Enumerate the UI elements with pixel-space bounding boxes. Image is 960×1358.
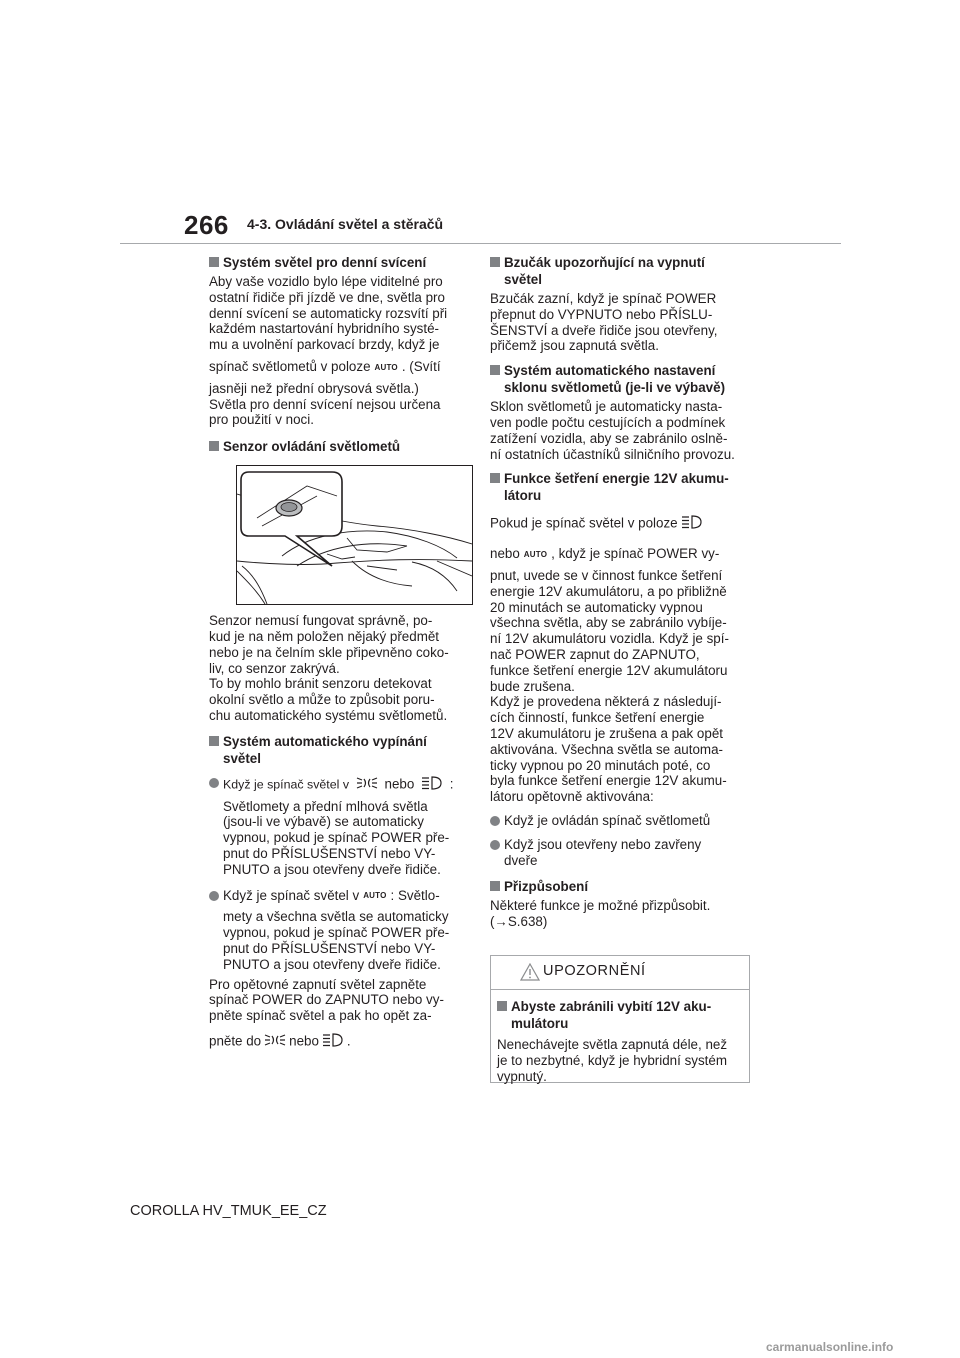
heading-text: světel [223,750,261,766]
battery-saver-paragraph [490,514,752,805]
text-line: pnut do PŘÍSLUŠENSTVÍ nebo VY- [223,940,436,956]
text-line: ní 12V akumulátoru vozidla. Když je spí- [490,631,729,647]
text-line: ŠENSTVÍ a dveře řidiče jsou otevřeny, [490,322,718,338]
text-line: To by mohlo bránit senzoru detekovat [209,676,432,692]
bullet-auto [209,888,462,904]
page-reference-link[interactable]: (→S.638) [490,914,548,930]
text: nebo [384,776,415,792]
bullet-switch-operated [490,813,752,829]
square-bullet-icon [490,473,500,483]
text: . (Svítí [401,358,441,374]
text-line: PNUTO a jsou otevřeny dveře řidiče. [223,861,441,877]
text: Když je spínač světel v [223,777,350,792]
bullet-doors [490,837,752,869]
square-bullet-icon [490,257,500,267]
heading-text: Systém světel pro denní svícení [223,255,427,270]
heading-text: Funkce šetření energie 12V akumu- [504,471,729,487]
square-bullet-icon [490,881,500,891]
customization-paragraph [490,898,752,930]
text: Pokud je spínač světel v poloze [490,515,678,531]
auto-icon: AUTO [523,550,548,560]
text-line: pněte spínač světel a pak ho opět za- [209,1008,432,1024]
bullet-tail-head [209,775,462,795]
sensor-paragraph [209,613,462,724]
auto-icon: AUTO [374,362,398,372]
text-line: PNUTO a jsou otevřeny dveře řidiče. [223,956,441,972]
text-line: přičemž jsou zapnutá světla. [490,338,659,354]
heading-text: sklonu světlometů (je-li ve výbavě) [504,380,726,396]
heading-text: mulátoru [511,1016,569,1031]
text: Když je ovládán spínač světlometů [504,812,711,828]
headlight-icon [322,1032,344,1052]
text-line: mu a uvolnění parkovací brzdy, když je [209,337,440,353]
text-line-with-icon [490,546,752,562]
text-line: (jsou-li ve výbavě) se automaticky [223,814,424,830]
square-bullet-icon [209,441,219,451]
text-line: 20 minutách se automaticky vypnou [490,599,703,615]
caution-text [497,1037,743,1084]
heading-text: Systém automatického vypínání [223,733,427,749]
text-line: ostatní řidiče při jízdě ve dne, světla pro [209,289,445,305]
heading-text: Senzor ovládání světlometů [223,439,401,455]
heading-text: látoru [504,488,542,504]
text-line: jasněji než přední obrysová světla.) [209,380,419,396]
text: : [449,776,454,792]
caution-heading [497,998,743,1032]
sensor-illustration [236,465,473,605]
text-line: byla funkce šetření energie 12V akumu- [490,773,727,789]
heading-text: Bzučák upozorňující na vypnutí [504,255,705,270]
text-line: denní svícení se automaticky rozsvítí při [209,305,448,321]
text: . [346,1033,351,1049]
caution-title: UPOZORNĚNÍ [543,963,646,979]
section-heading-drl [209,254,462,271]
text-line: Světla pro denní svícení nejsou určena [209,396,441,412]
text-line: kud je na něm položen nějaký předmět [209,628,440,644]
bullet-auto-body [209,909,462,972]
text-line: nebo je na čelním skle připevněno coko- [209,644,449,660]
text-line: látoru opětovně aktivována: [490,789,654,805]
text: , když je spínač POWER vy- [551,546,720,562]
windshield-sensor-drawing [237,466,472,604]
text-line: každém nastartování hybridního systé- [209,321,439,337]
text-line: cích činností, funkce šetření energie [490,710,705,726]
text-line: Aby vaše vozidlo bylo lépe viditelné pro [209,274,443,289]
reactivate-paragraph [209,977,462,1052]
text-line: všechna světla, aby se zabránilo vybíje- [490,615,727,631]
heading-text: světel [504,272,542,287]
section-heading-auto-off [209,733,462,767]
section-heading-leveling [490,362,752,396]
text-line: Světlomety a přední mlhová světla [223,798,428,814]
footer-model: COROLLA HV_TMUK_EE_CZ [130,1203,327,1219]
heading-text: Systém automatického nastavení [504,363,716,379]
text-line: zatížení vozidla, aby se zabránilo oslně- [490,430,728,446]
auto-icon: AUTO [363,891,387,901]
warning-triangle-icon [520,963,540,986]
text-line: Nenechávejte světla zapnutá déle, než [497,1037,728,1052]
square-bullet-icon [209,257,219,267]
text-line: mety a všechna světla se automaticky [223,909,449,925]
text-line: ticky vypnou po 20 minutách poté, co [490,757,711,773]
text: Když jsou otevřeny nebo zavřeny [504,836,702,852]
text-line: Bzučák zazní, když je spínač POWER [490,291,717,306]
header-rule [120,243,841,244]
page-number: 266 [184,210,229,240]
text-line-with-icon [209,359,462,375]
caution-box [490,955,750,1083]
section-heading-sensor [209,438,462,455]
text-line: Některé funkce je možné přizpůsobit. [490,898,711,914]
text-line: je to nezbytné, když je hybridní systém [497,1052,727,1068]
text-line: Sklon světlometů je automaticky nasta- [490,399,723,415]
headlight-icon [681,514,703,534]
text-line: Senzor nemusí fungovat správně, po- [209,613,433,629]
text-line: vypnutý. [497,1068,547,1084]
text-line: bude zrušena. [490,678,575,694]
text-line: ven podle počtu cestujících a podmínek [490,414,726,430]
text-line: pro použití v noci. [209,412,314,428]
round-bullet-icon [490,840,500,850]
text-line-with-icon [490,514,752,534]
round-bullet-icon [209,891,219,901]
text-line: pnut, uvede se v činnost funkce šetření [490,567,723,583]
tail-light-icon [356,776,378,794]
square-bullet-icon [490,365,500,375]
text-line: přepnut do VYPNUTO nebo PŘÍSLU- [490,306,713,322]
text: nebo [289,1033,319,1049]
buzzer-paragraph [490,291,752,354]
text-line: pnut do PŘÍSLUŠENSTVÍ nebo VY- [223,845,436,861]
round-bullet-icon [209,778,219,788]
square-bullet-icon [209,736,219,746]
text-line: liv, co senzor zakrývá. [209,660,340,676]
text-line: aktivována. Všechna světla se automa- [490,741,723,757]
text-line: vypnou, pokud je spínač POWER pře- [223,925,450,941]
text: spínač světlometů v poloze [209,358,371,374]
heading-text: Přizpůsobení [504,879,589,895]
text-line-with-icons [209,1032,462,1052]
left-column [209,252,462,1056]
tail-light-icon [264,1033,286,1051]
text-line: okolní světlo a může to způsobit poru- [209,692,435,708]
text: : Světlo- [390,887,440,903]
section-heading-buzzer [490,254,752,288]
text-line: spínač POWER do ZAPNUTO nebo vy- [209,992,444,1008]
text-line: Když je provedena některá z následují- [490,694,722,710]
text-line: vypnou, pokud je spínač POWER pře- [223,830,450,846]
square-bullet-icon [497,1001,507,1011]
caution-header [491,956,749,990]
section-heading-customization [490,878,752,895]
leveling-paragraph [490,399,752,462]
right-column [490,252,752,934]
chapter-title: 4-3. Ovládání světel a stěračů [247,216,444,232]
text-line: nač POWER zapnut do ZAPNUTO, [490,646,700,662]
drl-paragraph [209,274,462,428]
watermark: carmanualsonline.info [766,1340,894,1354]
round-bullet-icon [490,816,500,826]
text: Když je spínač světel v [223,887,360,903]
bullet-tail-head-body [209,799,462,878]
text: dveře [504,852,538,868]
section-heading-battery-saver [490,470,752,504]
headlight-icon [421,775,443,795]
text-line: Pro opětovné zapnutí světel zapněte [209,976,427,992]
text-line: funkce šetření energie 12V akumulátoru [490,662,728,678]
text-line: chu automatického systému světlometů. [209,707,448,723]
text: pněte do [209,1033,262,1049]
text-line: energie 12V akumulátoru, a po přibližně [490,583,727,599]
text-line: 12V akumulátoru je zrušena a pak opět [490,725,723,741]
heading-text: Abyste zabránili vybití 12V aku- [511,999,712,1014]
text: nebo [490,546,520,562]
caution-body [491,990,749,1084]
text-line: ní ostatních účastníků silničního provozu. [490,446,735,462]
